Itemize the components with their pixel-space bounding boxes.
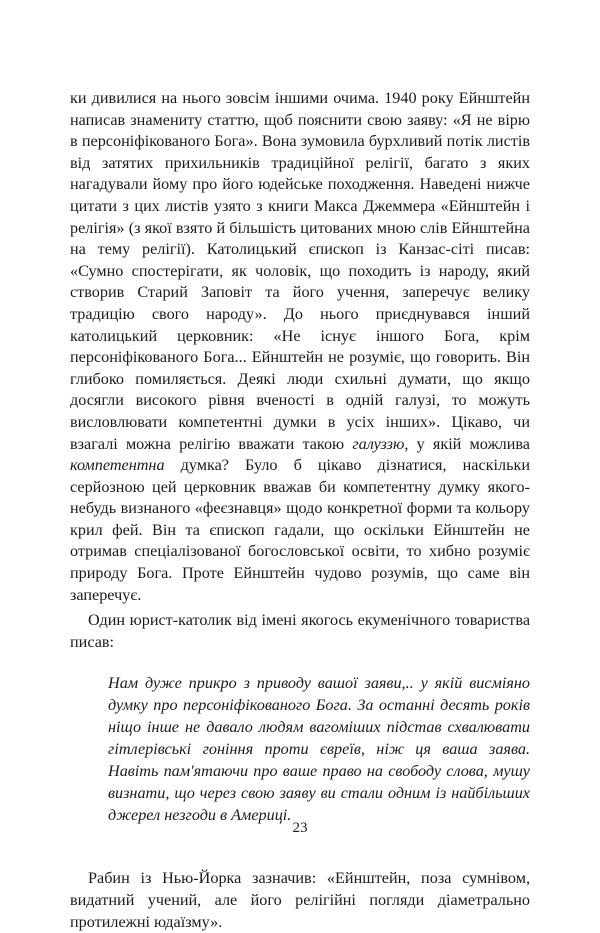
text-run: ки дивилися на нього зовсім іншими очима. 1940 року Ейнштейн написав знамениту статтю, щоб пояснити свою заяву: «Я не вірю в персоніфікованого Бога». Вона зумовила бурхливий потік листів від затятих прихильників традиційної релігії, багато з яких нагадували йому про його юдейське походження. Наведені нижче цитати з цих листів узято з книги Макса Джеммера «Ейнштейн і релігія» (з якої взято й більшість цитованих мною слів Ейнштейна на тему релігії). Католицький єпископ із Канзас-сіті писав: «Сумно спостерігати, як чоловік, що походить із народу, який створив Старий Заповіт та його учення, заперечує велику традицію свого народу». До нього приєднувався інший католицький церковник: «Не існує іншого Бога, крім персоніфікованого Бога... Ейнштейн не розуміє, що говорить. Він глибоко помиляється. Деякі люди схильні думати, що якщо досягли високого рівня вченості в одній галузі, то можуть висловлювати компетентні думки в усіх інших». Цікаво, чи взагалі можна релігію вважати такою [70,89,530,453]
paragraph-rabbi: Рабин із Нью-Йорка зазначив: «Ейнштейн, поза сумнівом, видатний учений, але його релігійні погляди діаметрально протилежні юдаїзму». [70,869,530,931]
page-number: 23 [292,820,308,836]
italic-run: компетентна [70,456,165,475]
text-run: думка? Було б цікаво дізнатися, наскільки серйозною цей церковник вважав би компетентну думку якого-небудь визнаного «феєзнавця» щодо конкретної форми та кольору крил фей. Він та єпископ гадали, що оскільки Ейнштейн не отримав спеціалізованої богословської освіти, то хибно розуміє природу Бога. Проте Ейнштейн чудово розумів, що саме він заперечує. [70,456,530,604]
italic-run: галуззю [352,434,405,453]
block-quote: Нам дуже прикро з приводу вашої заяви,.. у якій висміяно думку про персоніфікованого Бога. За останні десять років ніщо інше не давало людям вагоміших підстав схвалювати гітлерівські гоніння проти євреїв, ніж ця ваша заява. Навіть пам'ятаючи про ваше право на свободу слова, мушу визнати, що через свою заяву ви стали одним із найбільших джерел незгоди в Америці. [108,674,530,825]
text-run: , у якій можлива [404,434,530,453]
paragraph-lawyer-intro: Один юрист-католик від імені якогось екуменічного товариства писав: [70,611,530,651]
page-body [70,88,530,933]
paragraph-einstein-letters [70,88,530,606]
